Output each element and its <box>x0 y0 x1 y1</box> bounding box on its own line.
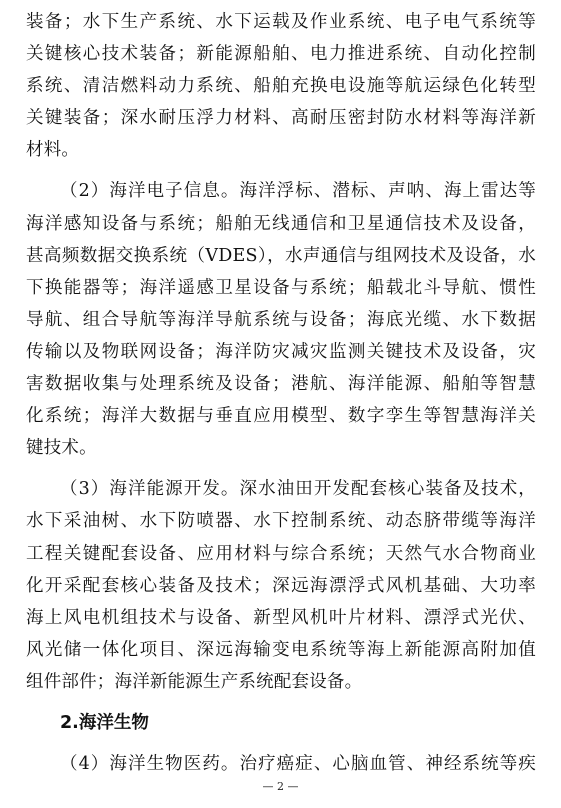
text-line: 系统、清洁燃料动力系统、船舶充换电设施等航运绿色化转型 <box>26 76 536 97</box>
text-line: （2）海洋电子信息。海洋浮标、潜标、声呐、海上雷达等 <box>60 181 536 202</box>
text-line: 海洋感知设备与系统；船舶无线通信和卫星通信技术及设备， <box>26 213 536 234</box>
text-line: 水下采油树、水下防喷器、水下控制系统、动态脐带缆等海洋 <box>26 511 536 532</box>
text-line: 害数据收集与处理系统及设备；港航、海洋能源、船舶等智慧 <box>26 374 536 395</box>
text-line: （4）海洋生物医药。治疗癌症、心脑血管、神经系统等疾 <box>60 754 536 775</box>
text-line: 下换能器等；海洋遥感卫星设备与系统；船载北斗导航、惯性 <box>26 277 536 298</box>
text-line: 材料。 <box>26 140 80 161</box>
text-line: 传输以及物联网设备；海洋防灾减灾监测关键技术及设备，灾 <box>26 341 536 362</box>
paragraph-1 <box>26 6 536 166</box>
text-line: （3）海洋能源开发。深水油田开发配套核心装备及技术， <box>60 479 536 500</box>
section-heading: 2.海洋生物 <box>60 712 149 733</box>
page-number: — 2 — <box>262 780 299 793</box>
paragraph-gap <box>26 739 536 748</box>
text-line: 化系统；海洋大数据与垂直应用模型、数字孪生等智慧海洋关 <box>26 406 536 427</box>
document-page <box>26 6 536 780</box>
text-line: 海上风电机组技术与设备、新型风机叶片材料、漂浮式光伏、 <box>26 607 536 628</box>
text-line: 关键装备；深水耐压浮力材料、高耐压密封防水材料等海洋新 <box>26 108 536 129</box>
paragraph-gap <box>26 698 536 707</box>
text-line: 装备；水下生产系统、水下运载及作业系统、电子电气系统等 <box>26 12 536 32</box>
text-line: 导航、组合导航等海洋导航系统与设备；海底光缆、水下数据 <box>26 309 536 330</box>
paragraph-gap <box>26 464 536 473</box>
paragraph-gap <box>26 166 536 175</box>
text-line: 关键核心技术装备；新能源船舶、电力推进系统、自动化控制 <box>26 44 536 65</box>
text-line: 工程关键配套设备、应用材料与综合系统；天然气水合物商业 <box>26 543 536 564</box>
text-line: 组件部件；海洋新能源生产系统配套设备。 <box>26 671 363 692</box>
paragraph-3 <box>26 473 536 698</box>
text-line: 键技术。 <box>26 438 97 459</box>
text-line: 风光储一体化项目、深远海输变电系统等海上新能源高附加值 <box>26 639 536 660</box>
text-line: 甚高频数据交换系统（VDES），水声通信与组网技术及设备，水 <box>26 245 536 266</box>
paragraph-2 <box>26 175 536 464</box>
text-line: 化开采配套核心装备及技术；深远海漂浮式风机基础、大功率 <box>26 575 536 596</box>
